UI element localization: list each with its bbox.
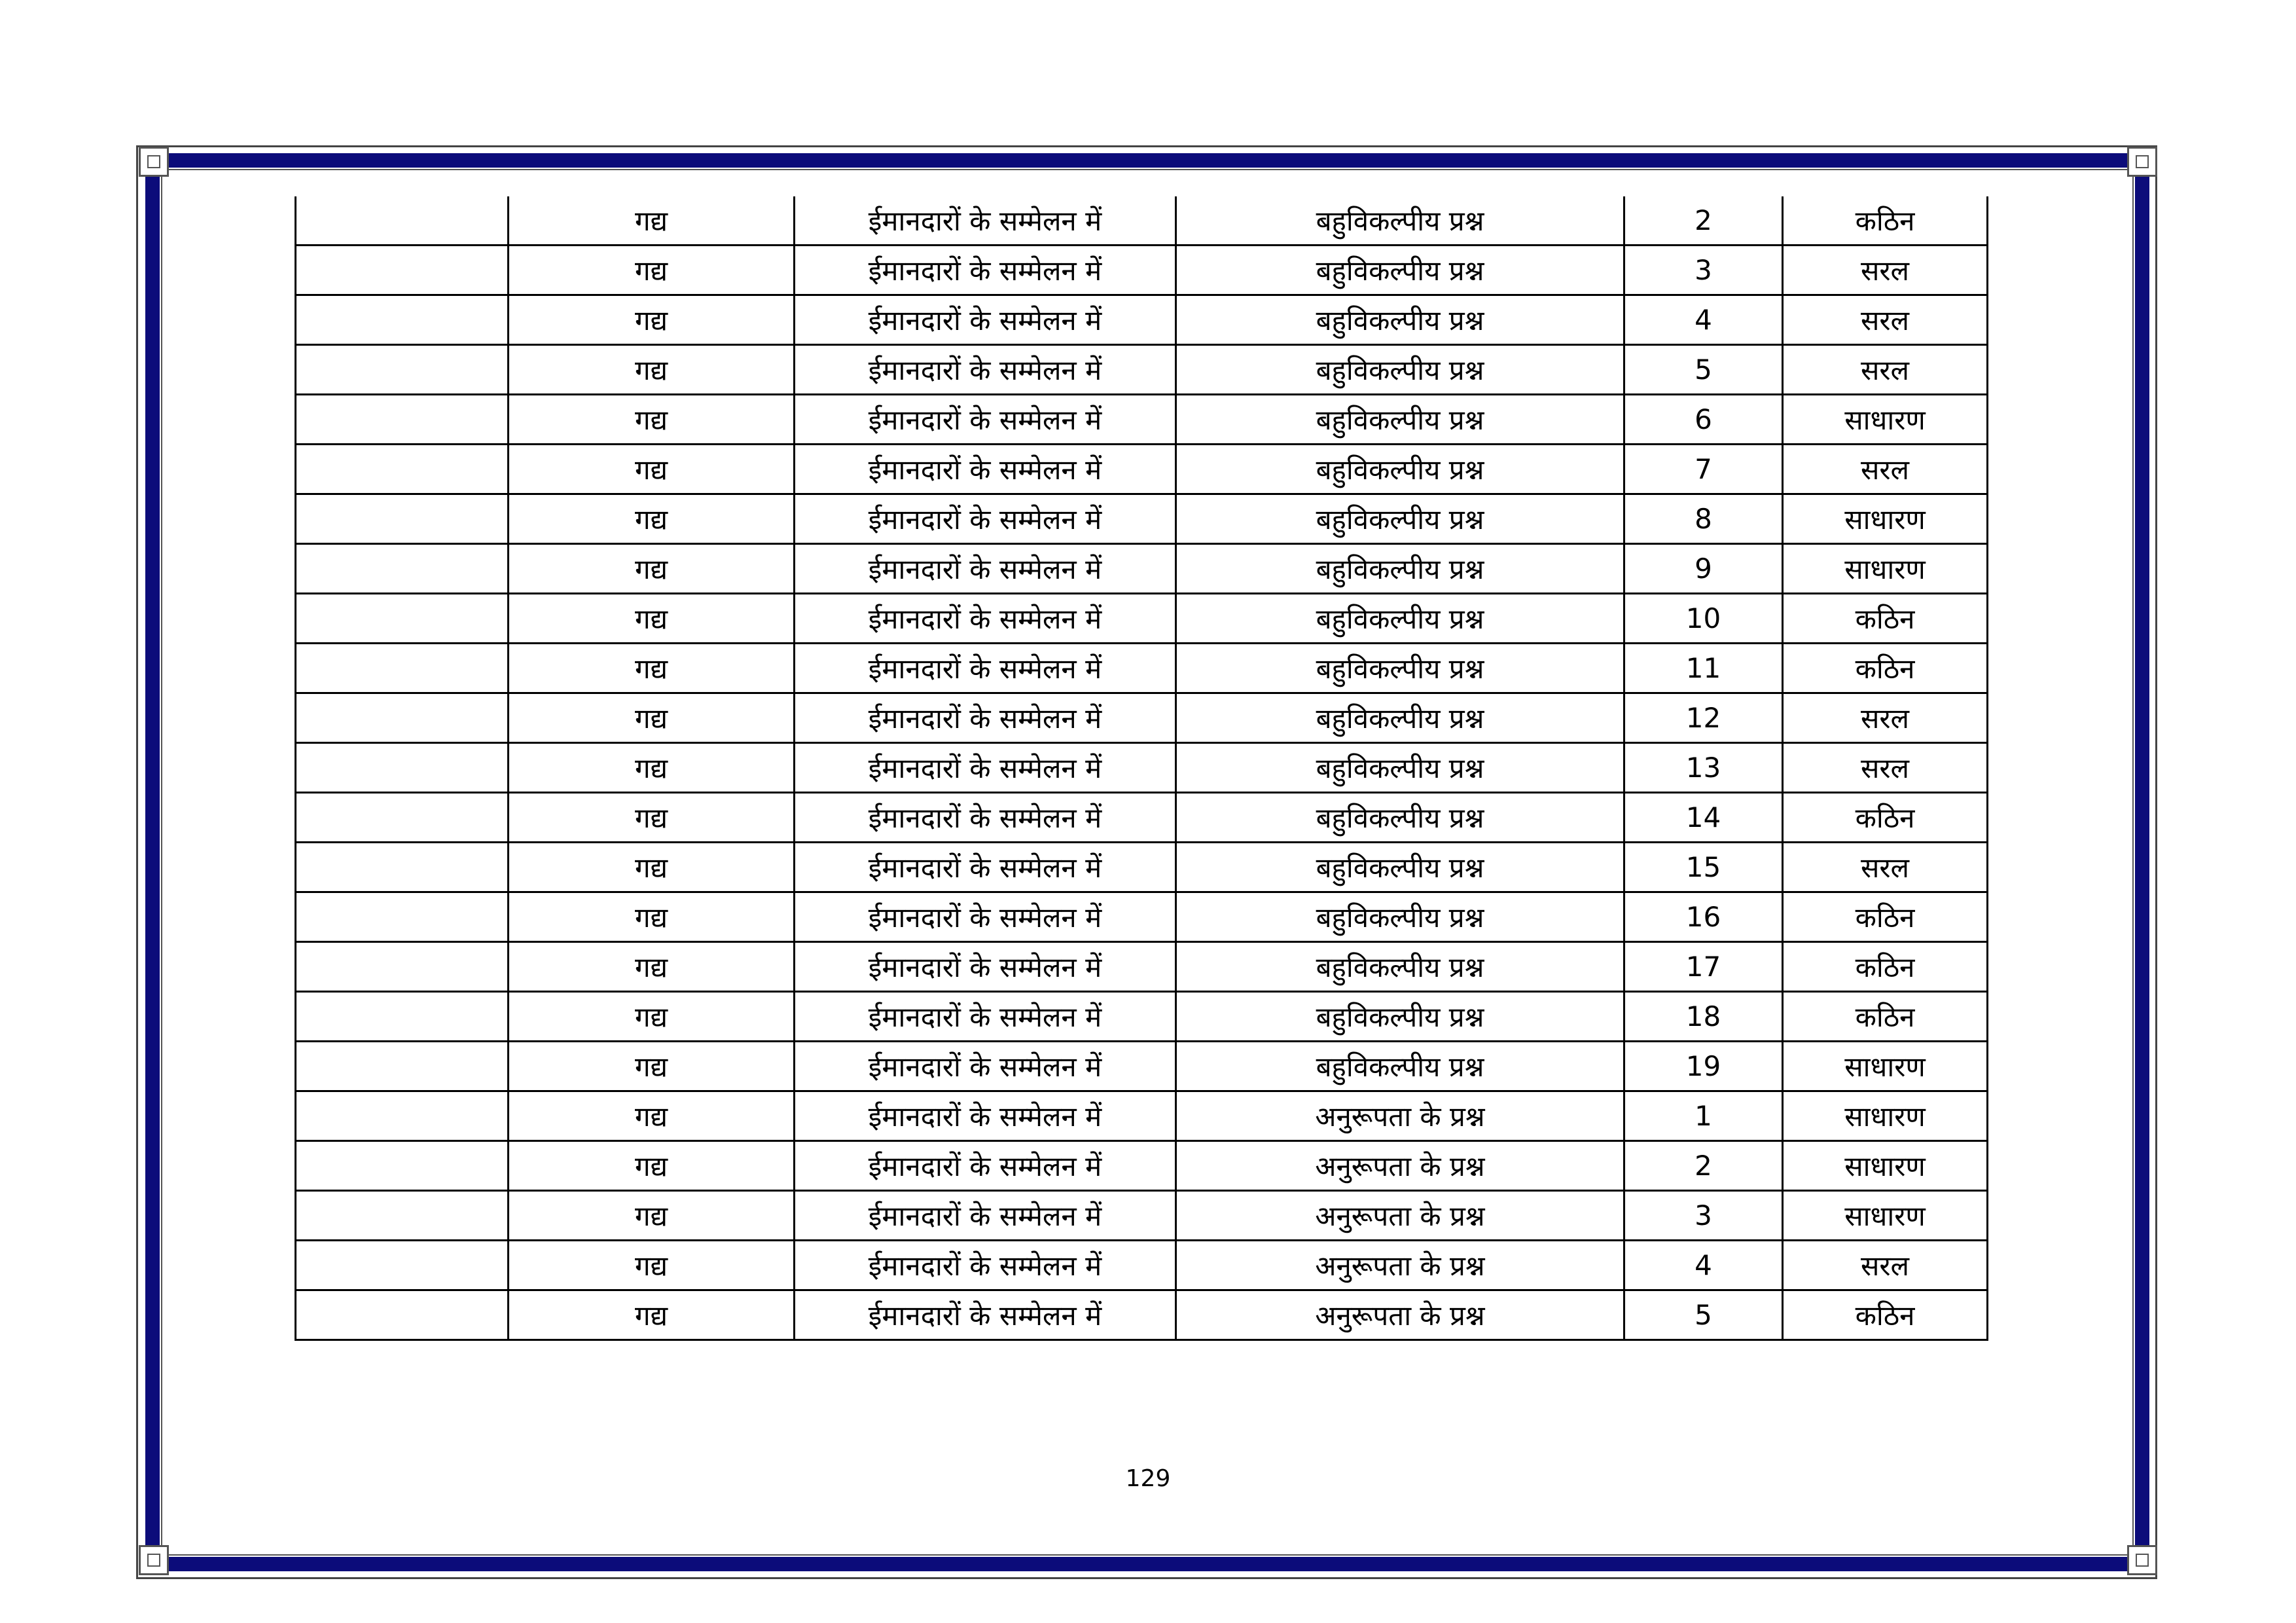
- row-blank-cell: [296, 892, 509, 942]
- difficulty-cell: सरल: [1783, 295, 1988, 345]
- chapter-cell: ईमानदारों के सम्मेलन में: [795, 743, 1176, 793]
- chapter-cell: ईमानदारों के सम्मेलन में: [795, 445, 1176, 494]
- question-type-cell: बहुविकल्पीय प्रश्न: [1176, 196, 1624, 246]
- row-blank-cell: [296, 743, 509, 793]
- table-row: [296, 1042, 1988, 1091]
- question-number-cell: 12: [1624, 693, 1783, 743]
- difficulty-cell: साधारण: [1783, 544, 1988, 594]
- difficulty-cell: साधारण: [1783, 1141, 1988, 1191]
- table-body: [296, 196, 1988, 1340]
- question-type-cell: बहुविकल्पीय प्रश्न: [1176, 942, 1624, 992]
- row-blank-cell: [296, 942, 509, 992]
- table-row: [296, 843, 1988, 892]
- row-blank-cell: [296, 1091, 509, 1141]
- difficulty-cell: साधारण: [1783, 1091, 1988, 1141]
- table-row: [296, 793, 1988, 843]
- row-blank-cell: [296, 295, 509, 345]
- question-type-cell: बहुविकल्पीय प्रश्न: [1176, 345, 1624, 395]
- table-row: [296, 395, 1988, 445]
- question-type-cell: बहुविकल्पीय प्रश्न: [1176, 445, 1624, 494]
- chapter-cell: ईमानदारों के सम्मेलन में: [795, 246, 1176, 295]
- row-blank-cell: [296, 1290, 509, 1340]
- genre-cell: गद्य: [509, 843, 795, 892]
- genre-cell: गद्य: [509, 544, 795, 594]
- chapter-cell: ईमानदारों के सम्मेलन में: [795, 544, 1176, 594]
- genre-cell: गद्य: [509, 1042, 795, 1091]
- table-row: [296, 1290, 1988, 1340]
- table-row: [296, 544, 1988, 594]
- question-number-cell: 5: [1624, 1290, 1783, 1340]
- row-blank-cell: [296, 1141, 509, 1191]
- difficulty-cell: कठिन: [1783, 1290, 1988, 1340]
- question-type-cell: बहुविकल्पीय प्रश्न: [1176, 594, 1624, 644]
- table-row: [296, 1241, 1988, 1290]
- genre-cell: गद्य: [509, 246, 795, 295]
- chapter-cell: ईमानदारों के सम्मेलन में: [795, 1042, 1176, 1091]
- row-blank-cell: [296, 793, 509, 843]
- chapter-cell: ईमानदारों के सम्मेलन में: [795, 295, 1176, 345]
- chapter-cell: ईमानदारों के सम्मेलन में: [795, 793, 1176, 843]
- table-row: [296, 644, 1988, 693]
- question-number-cell: 18: [1624, 992, 1783, 1042]
- table-row: [296, 892, 1988, 942]
- table-row: [296, 1191, 1988, 1241]
- chapter-cell: ईमानदारों के सम्मेलन में: [795, 992, 1176, 1042]
- question-number-cell: 10: [1624, 594, 1783, 644]
- difficulty-cell: सरल: [1783, 843, 1988, 892]
- difficulty-cell: कठिन: [1783, 942, 1988, 992]
- difficulty-cell: सरल: [1783, 246, 1988, 295]
- row-blank-cell: [296, 544, 509, 594]
- question-number-cell: 17: [1624, 942, 1783, 992]
- genre-cell: गद्य: [509, 1141, 795, 1191]
- chapter-cell: ईमानदारों के सम्मेलन में: [795, 594, 1176, 644]
- table-row: [296, 345, 1988, 395]
- question-type-cell: बहुविकल्पीय प्रश्न: [1176, 843, 1624, 892]
- chapter-cell: ईमानदारों के सम्मेलन में: [795, 1191, 1176, 1241]
- difficulty-cell: सरल: [1783, 693, 1988, 743]
- chapter-cell: ईमानदारों के सम्मेलन में: [795, 942, 1176, 992]
- question-type-cell: बहुविकल्पीय प्रश्न: [1176, 892, 1624, 942]
- question-number-cell: 7: [1624, 445, 1783, 494]
- border-corner-top-right: [2127, 147, 2157, 177]
- table-row: [296, 1141, 1988, 1191]
- row-blank-cell: [296, 992, 509, 1042]
- page-number: 129: [1125, 1465, 1171, 1492]
- table-row: [296, 942, 1988, 992]
- genre-cell: गद्य: [509, 345, 795, 395]
- question-type-cell: बहुविकल्पीय प्रश्न: [1176, 743, 1624, 793]
- question-type-cell: बहुविकल्पीय प्रश्न: [1176, 793, 1624, 843]
- table-row: [296, 295, 1988, 345]
- table-row: [296, 693, 1988, 743]
- question-number-cell: 13: [1624, 743, 1783, 793]
- border-corner-bottom-right: [2127, 1545, 2157, 1575]
- question-type-cell: बहुविकल्पीय प्रश्न: [1176, 1042, 1624, 1091]
- question-number-cell: 15: [1624, 843, 1783, 892]
- row-blank-cell: [296, 1191, 509, 1241]
- question-number-cell: 2: [1624, 196, 1783, 246]
- table-row: [296, 196, 1988, 246]
- chapter-cell: ईमानदारों के सम्मेलन में: [795, 395, 1176, 445]
- question-type-cell: बहुविकल्पीय प्रश्न: [1176, 644, 1624, 693]
- question-number-cell: 2: [1624, 1141, 1783, 1191]
- question-type-cell: अनुरूपता के प्रश्न: [1176, 1141, 1624, 1191]
- genre-cell: गद्य: [509, 1290, 795, 1340]
- genre-cell: गद्य: [509, 743, 795, 793]
- genre-cell: गद्य: [509, 892, 795, 942]
- row-blank-cell: [296, 594, 509, 644]
- table-row: [296, 1091, 1988, 1141]
- row-blank-cell: [296, 345, 509, 395]
- difficulty-cell: साधारण: [1783, 1191, 1988, 1241]
- question-number-cell: 1: [1624, 1091, 1783, 1141]
- genre-cell: गद्य: [509, 1241, 795, 1290]
- difficulty-cell: कठिन: [1783, 594, 1988, 644]
- difficulty-cell: साधारण: [1783, 395, 1988, 445]
- difficulty-cell: साधारण: [1783, 494, 1988, 544]
- table-row: [296, 494, 1988, 544]
- table-row: [296, 445, 1988, 494]
- genre-cell: गद्य: [509, 594, 795, 644]
- table-row: [296, 743, 1988, 793]
- row-blank-cell: [296, 644, 509, 693]
- question-number-cell: 14: [1624, 793, 1783, 843]
- question-type-cell: बहुविकल्पीय प्रश्न: [1176, 992, 1624, 1042]
- genre-cell: गद्य: [509, 395, 795, 445]
- genre-cell: गद्य: [509, 1091, 795, 1141]
- chapter-cell: ईमानदारों के सम्मेलन में: [795, 1141, 1176, 1191]
- genre-cell: गद्य: [509, 445, 795, 494]
- question-number-cell: 11: [1624, 644, 1783, 693]
- row-blank-cell: [296, 1042, 509, 1091]
- question-type-cell: बहुविकल्पीय प्रश्न: [1176, 395, 1624, 445]
- genre-cell: गद्य: [509, 494, 795, 544]
- question-type-cell: बहुविकल्पीय प्रश्न: [1176, 693, 1624, 743]
- chapter-cell: ईमानदारों के सम्मेलन में: [795, 644, 1176, 693]
- row-blank-cell: [296, 445, 509, 494]
- question-type-cell: बहुविकल्पीय प्रश्न: [1176, 246, 1624, 295]
- genre-cell: गद्य: [509, 644, 795, 693]
- question-number-cell: 19: [1624, 1042, 1783, 1091]
- table-row: [296, 992, 1988, 1042]
- row-blank-cell: [296, 693, 509, 743]
- difficulty-cell: सरल: [1783, 743, 1988, 793]
- row-blank-cell: [296, 246, 509, 295]
- chapter-cell: ईमानदारों के सम्मेलन में: [795, 345, 1176, 395]
- difficulty-cell: सरल: [1783, 445, 1988, 494]
- question-type-cell: अनुरूपता के प्रश्न: [1176, 1091, 1624, 1141]
- chapter-cell: ईमानदारों के सम्मेलन में: [795, 196, 1176, 246]
- question-number-cell: 6: [1624, 395, 1783, 445]
- question-type-cell: अनुरूपता के प्रश्न: [1176, 1191, 1624, 1241]
- difficulty-cell: कठिन: [1783, 793, 1988, 843]
- difficulty-cell: कठिन: [1783, 196, 1988, 246]
- genre-cell: गद्य: [509, 196, 795, 246]
- difficulty-cell: कठिन: [1783, 892, 1988, 942]
- question-number-cell: 8: [1624, 494, 1783, 544]
- row-blank-cell: [296, 494, 509, 544]
- question-type-cell: अनुरूपता के प्रश्न: [1176, 1241, 1624, 1290]
- question-type-cell: अनुरूपता के प्रश्न: [1176, 1290, 1624, 1340]
- genre-cell: गद्य: [509, 1191, 795, 1241]
- chapter-cell: ईमानदारों के सम्मेलन में: [795, 494, 1176, 544]
- question-number-cell: 9: [1624, 544, 1783, 594]
- table-row: [296, 594, 1988, 644]
- row-blank-cell: [296, 843, 509, 892]
- chapter-cell: ईमानदारों के सम्मेलन में: [795, 843, 1176, 892]
- chapter-cell: ईमानदारों के सम्मेलन में: [795, 892, 1176, 942]
- border-corner-top-left: [139, 147, 169, 177]
- difficulty-cell: साधारण: [1783, 1042, 1988, 1091]
- question-table: [295, 196, 1988, 1341]
- difficulty-cell: सरल: [1783, 345, 1988, 395]
- question-number-cell: 4: [1624, 295, 1783, 345]
- table-row: [296, 246, 1988, 295]
- genre-cell: गद्य: [509, 942, 795, 992]
- question-number-cell: 4: [1624, 1241, 1783, 1290]
- chapter-cell: ईमानदारों के सम्मेलन में: [795, 1241, 1176, 1290]
- chapter-cell: ईमानदारों के सम्मेलन में: [795, 1290, 1176, 1340]
- row-blank-cell: [296, 196, 509, 246]
- row-blank-cell: [296, 395, 509, 445]
- chapter-cell: ईमानदारों के सम्मेलन में: [795, 1091, 1176, 1141]
- difficulty-cell: सरल: [1783, 1241, 1988, 1290]
- difficulty-cell: कठिन: [1783, 644, 1988, 693]
- difficulty-cell: कठिन: [1783, 992, 1988, 1042]
- genre-cell: गद्य: [509, 693, 795, 743]
- genre-cell: गद्य: [509, 992, 795, 1042]
- question-type-cell: बहुविकल्पीय प्रश्न: [1176, 295, 1624, 345]
- question-number-cell: 5: [1624, 345, 1783, 395]
- question-number-cell: 3: [1624, 246, 1783, 295]
- genre-cell: गद्य: [509, 295, 795, 345]
- row-blank-cell: [296, 1241, 509, 1290]
- question-type-cell: बहुविकल्पीय प्रश्न: [1176, 494, 1624, 544]
- question-number-cell: 3: [1624, 1191, 1783, 1241]
- border-corner-bottom-left: [139, 1545, 169, 1575]
- question-type-cell: बहुविकल्पीय प्रश्न: [1176, 544, 1624, 594]
- genre-cell: गद्य: [509, 793, 795, 843]
- chapter-cell: ईमानदारों के सम्मेलन में: [795, 693, 1176, 743]
- question-number-cell: 16: [1624, 892, 1783, 942]
